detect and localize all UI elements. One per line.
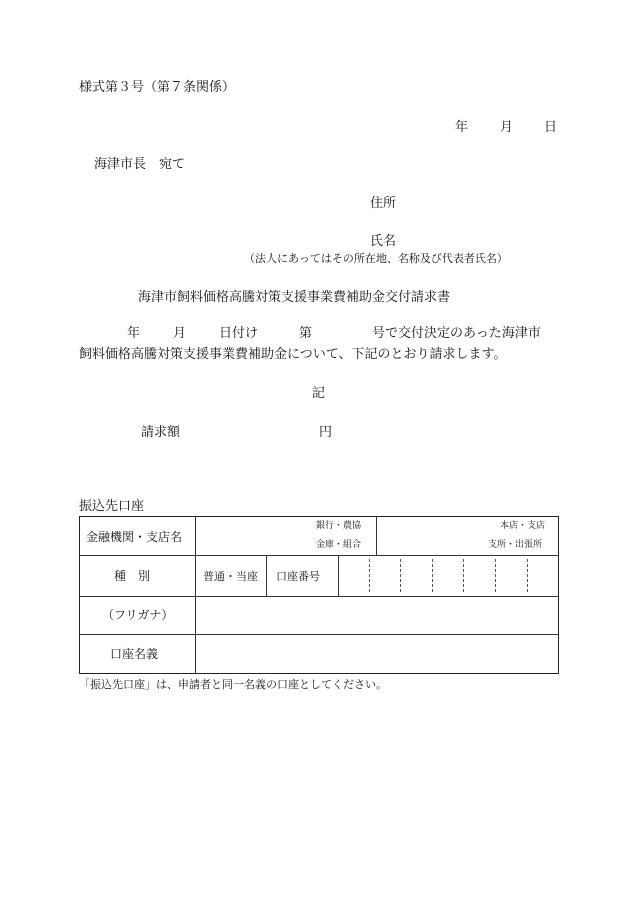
claim-unit: 円 (319, 425, 333, 440)
digit-separator (432, 559, 433, 592)
body-number-prefix: 第 (299, 326, 313, 341)
bank-account-table (79, 516, 559, 674)
digit-separator (527, 559, 528, 592)
type-cell-divider (266, 555, 267, 596)
branch-type-line2: 支所・出張所 (488, 540, 543, 550)
digit-separator (400, 559, 401, 592)
note-heading: 記 (312, 386, 326, 401)
footnote: 「振込先口座」は、申請者と同一名義の口座としてください。 (79, 678, 387, 691)
page-title: 海津市飼料価格高騰対策支援事業費補助金交付請求書 (138, 290, 451, 305)
date-year-label: 年 (455, 120, 469, 135)
digit-separator (369, 559, 370, 592)
name-label: 氏名 (370, 234, 397, 249)
body-month-label: 月 (173, 326, 187, 341)
label-column-divider (195, 517, 196, 673)
account-number-label-divider (338, 555, 339, 596)
type-label: 種 別 (114, 569, 151, 583)
date-month-label: 月 (500, 120, 514, 135)
digit-separator (463, 559, 464, 592)
type-options: 普通・当座 (203, 570, 258, 583)
account-holder-label: 口座名義 (110, 647, 159, 661)
table-row-divider (80, 634, 558, 635)
bank-type-line2: 金庫・組合 (316, 540, 362, 550)
furigana-label: （フリガナ） (102, 608, 174, 622)
body-line1-rest: 号で交付決定のあった海津市 (372, 326, 541, 341)
bank-type-line1: 銀行・農協 (316, 521, 362, 531)
body-year-label: 年 (127, 326, 141, 341)
address-label: 住所 (370, 196, 397, 211)
institution-label: 金融機関・支店名 (86, 530, 183, 544)
name-note: （法人にあってはその所在地、名称及び代表者氏名） (244, 252, 508, 265)
addressee: 海津市長 宛て (94, 157, 186, 172)
body-day-suffix: 日付け (219, 326, 259, 341)
claim-label: 請求額 (141, 425, 181, 440)
digit-separator (495, 559, 496, 592)
date-day-label: 日 (544, 120, 558, 135)
table-row-divider (80, 596, 558, 597)
account-section-title: 振込先口座 (79, 499, 145, 514)
account-number-label: 口座番号 (276, 570, 320, 583)
branch-type-line1: 本店・支店 (500, 521, 546, 531)
bank-branch-divider (376, 517, 377, 555)
body-line2: 飼料価格高騰対策支援事業費補助金について、下記のとおり請求します。 (79, 347, 507, 362)
table-row-divider (80, 555, 558, 556)
form-number: 様式第３号（第７条関係） (79, 80, 236, 95)
